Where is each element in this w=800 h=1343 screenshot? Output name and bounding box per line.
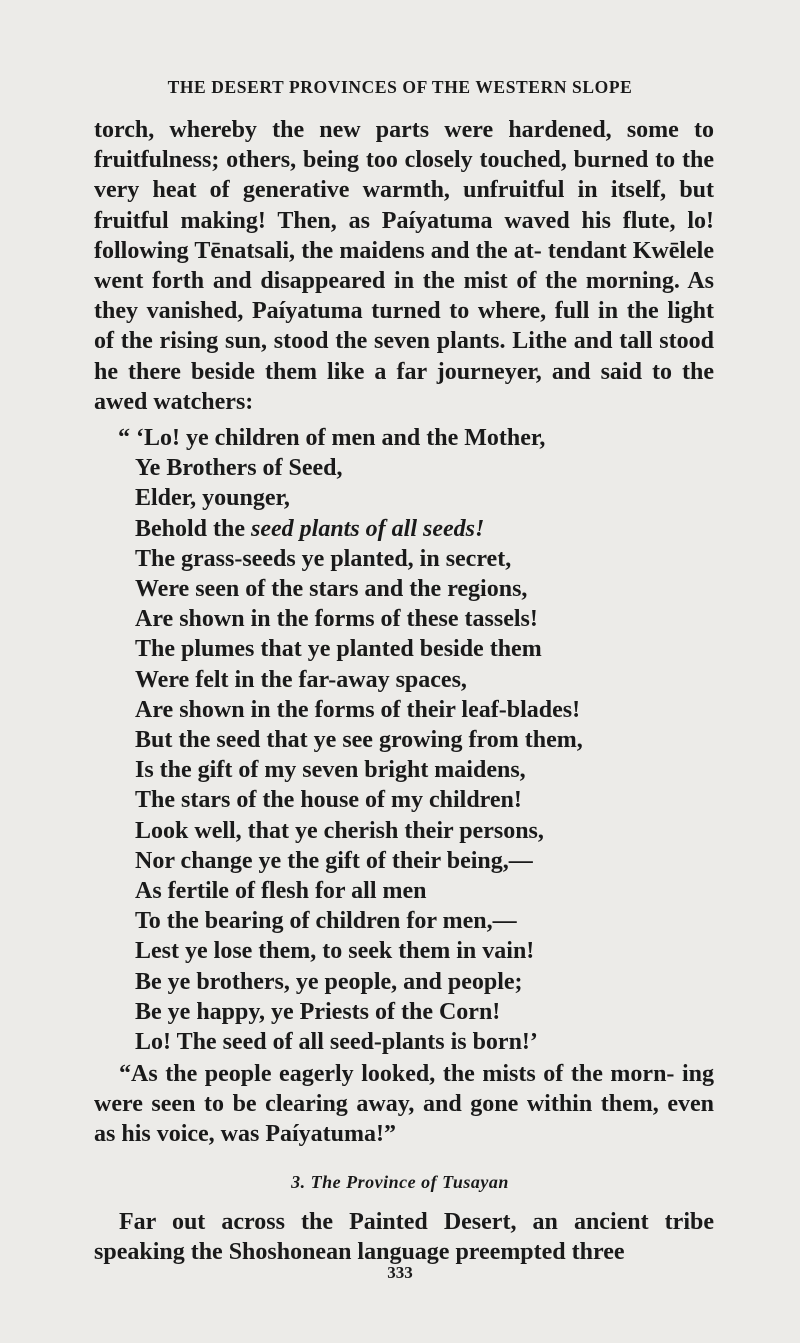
- poem-line: Ye Brothers of Seed,: [135, 455, 343, 482]
- poem-line: Were felt in the far-away spaces,: [135, 666, 467, 693]
- poem-line: To the bearing of children for men,—: [135, 908, 517, 935]
- poem-line-italic: seed plants of all seeds!: [251, 515, 485, 542]
- poem-line: Elder, younger,: [135, 485, 290, 512]
- poem-line: Were seen of the stars and the regions,: [135, 576, 528, 603]
- poem-line: Be ye brothers, ye people, and people;: [135, 968, 523, 995]
- poem-line-text: Behold the: [135, 515, 252, 542]
- poem-line: The plumes that ye planted beside them: [135, 636, 542, 663]
- poem-line: As fertile of flesh for all men: [135, 878, 427, 905]
- poem-line: Lo! The seed of all seed-plants is born!’: [135, 1029, 538, 1056]
- poem-line: “ ‘Lo! ye children of men and the Mother,: [118, 425, 546, 451]
- poem-block: [118, 423, 718, 1057]
- poem-line: Is the gift of my seven bright maidens,: [135, 757, 526, 784]
- paragraph-2: “As the people eagerly looked, the mists of the morn- ing were seen to be clearing away, and gone within them, even as his voice, was Paíyatuma!”: [94, 1061, 714, 1148]
- poem-line: The stars of the house of my children!: [135, 787, 522, 814]
- running-head: THE DESERT PROVINCES OF THE WESTERN SLOPE: [167, 77, 633, 97]
- paragraph-1: torch, whereby the new parts were hardened, some to fruitfulness; others, being too closely touched, burned to the very heat of generative warmth, unfruitful in itself, but fruitful making! Then, as Paíyatuma waved his flute, lo! following Tēnatsali, the maidens and the at- tendant Kwēlele went forth and disappeared in the mist of the morning. As they vanished, Paíyatuma turned to where, full in the light of the rising sun, stood the seven plants. Lithe and tall stood he there beside them like a far journeyer, and said to the awed watchers:: [94, 117, 714, 415]
- poem-line: Look well, that ye cherish their persons,: [135, 817, 544, 844]
- page-number: 333: [387, 1263, 413, 1282]
- poem-line: The grass-seeds ye planted, in secret,: [135, 545, 512, 572]
- poem-line: Be ye happy, ye Priests of the Corn!: [135, 998, 501, 1025]
- poem-line: Are shown in the forms of these tassels!: [135, 606, 538, 633]
- poem-line: Are shown in the forms of their leaf-blades!: [135, 696, 581, 723]
- poem-line: [118, 514, 718, 544]
- paragraph-3: Far out across the Painted Desert, an ancient tribe speaking the Shoshonean language preempted three: [94, 1209, 714, 1266]
- poem-line: Nor change ye the gift of their being,—: [135, 847, 533, 874]
- poem-line: Lest ye lose them, to seek them in vain!: [135, 938, 535, 965]
- section-heading: 3. The Province of Tusayan: [291, 1172, 509, 1192]
- poem-line: But the seed that ye see growing from them,: [135, 727, 583, 754]
